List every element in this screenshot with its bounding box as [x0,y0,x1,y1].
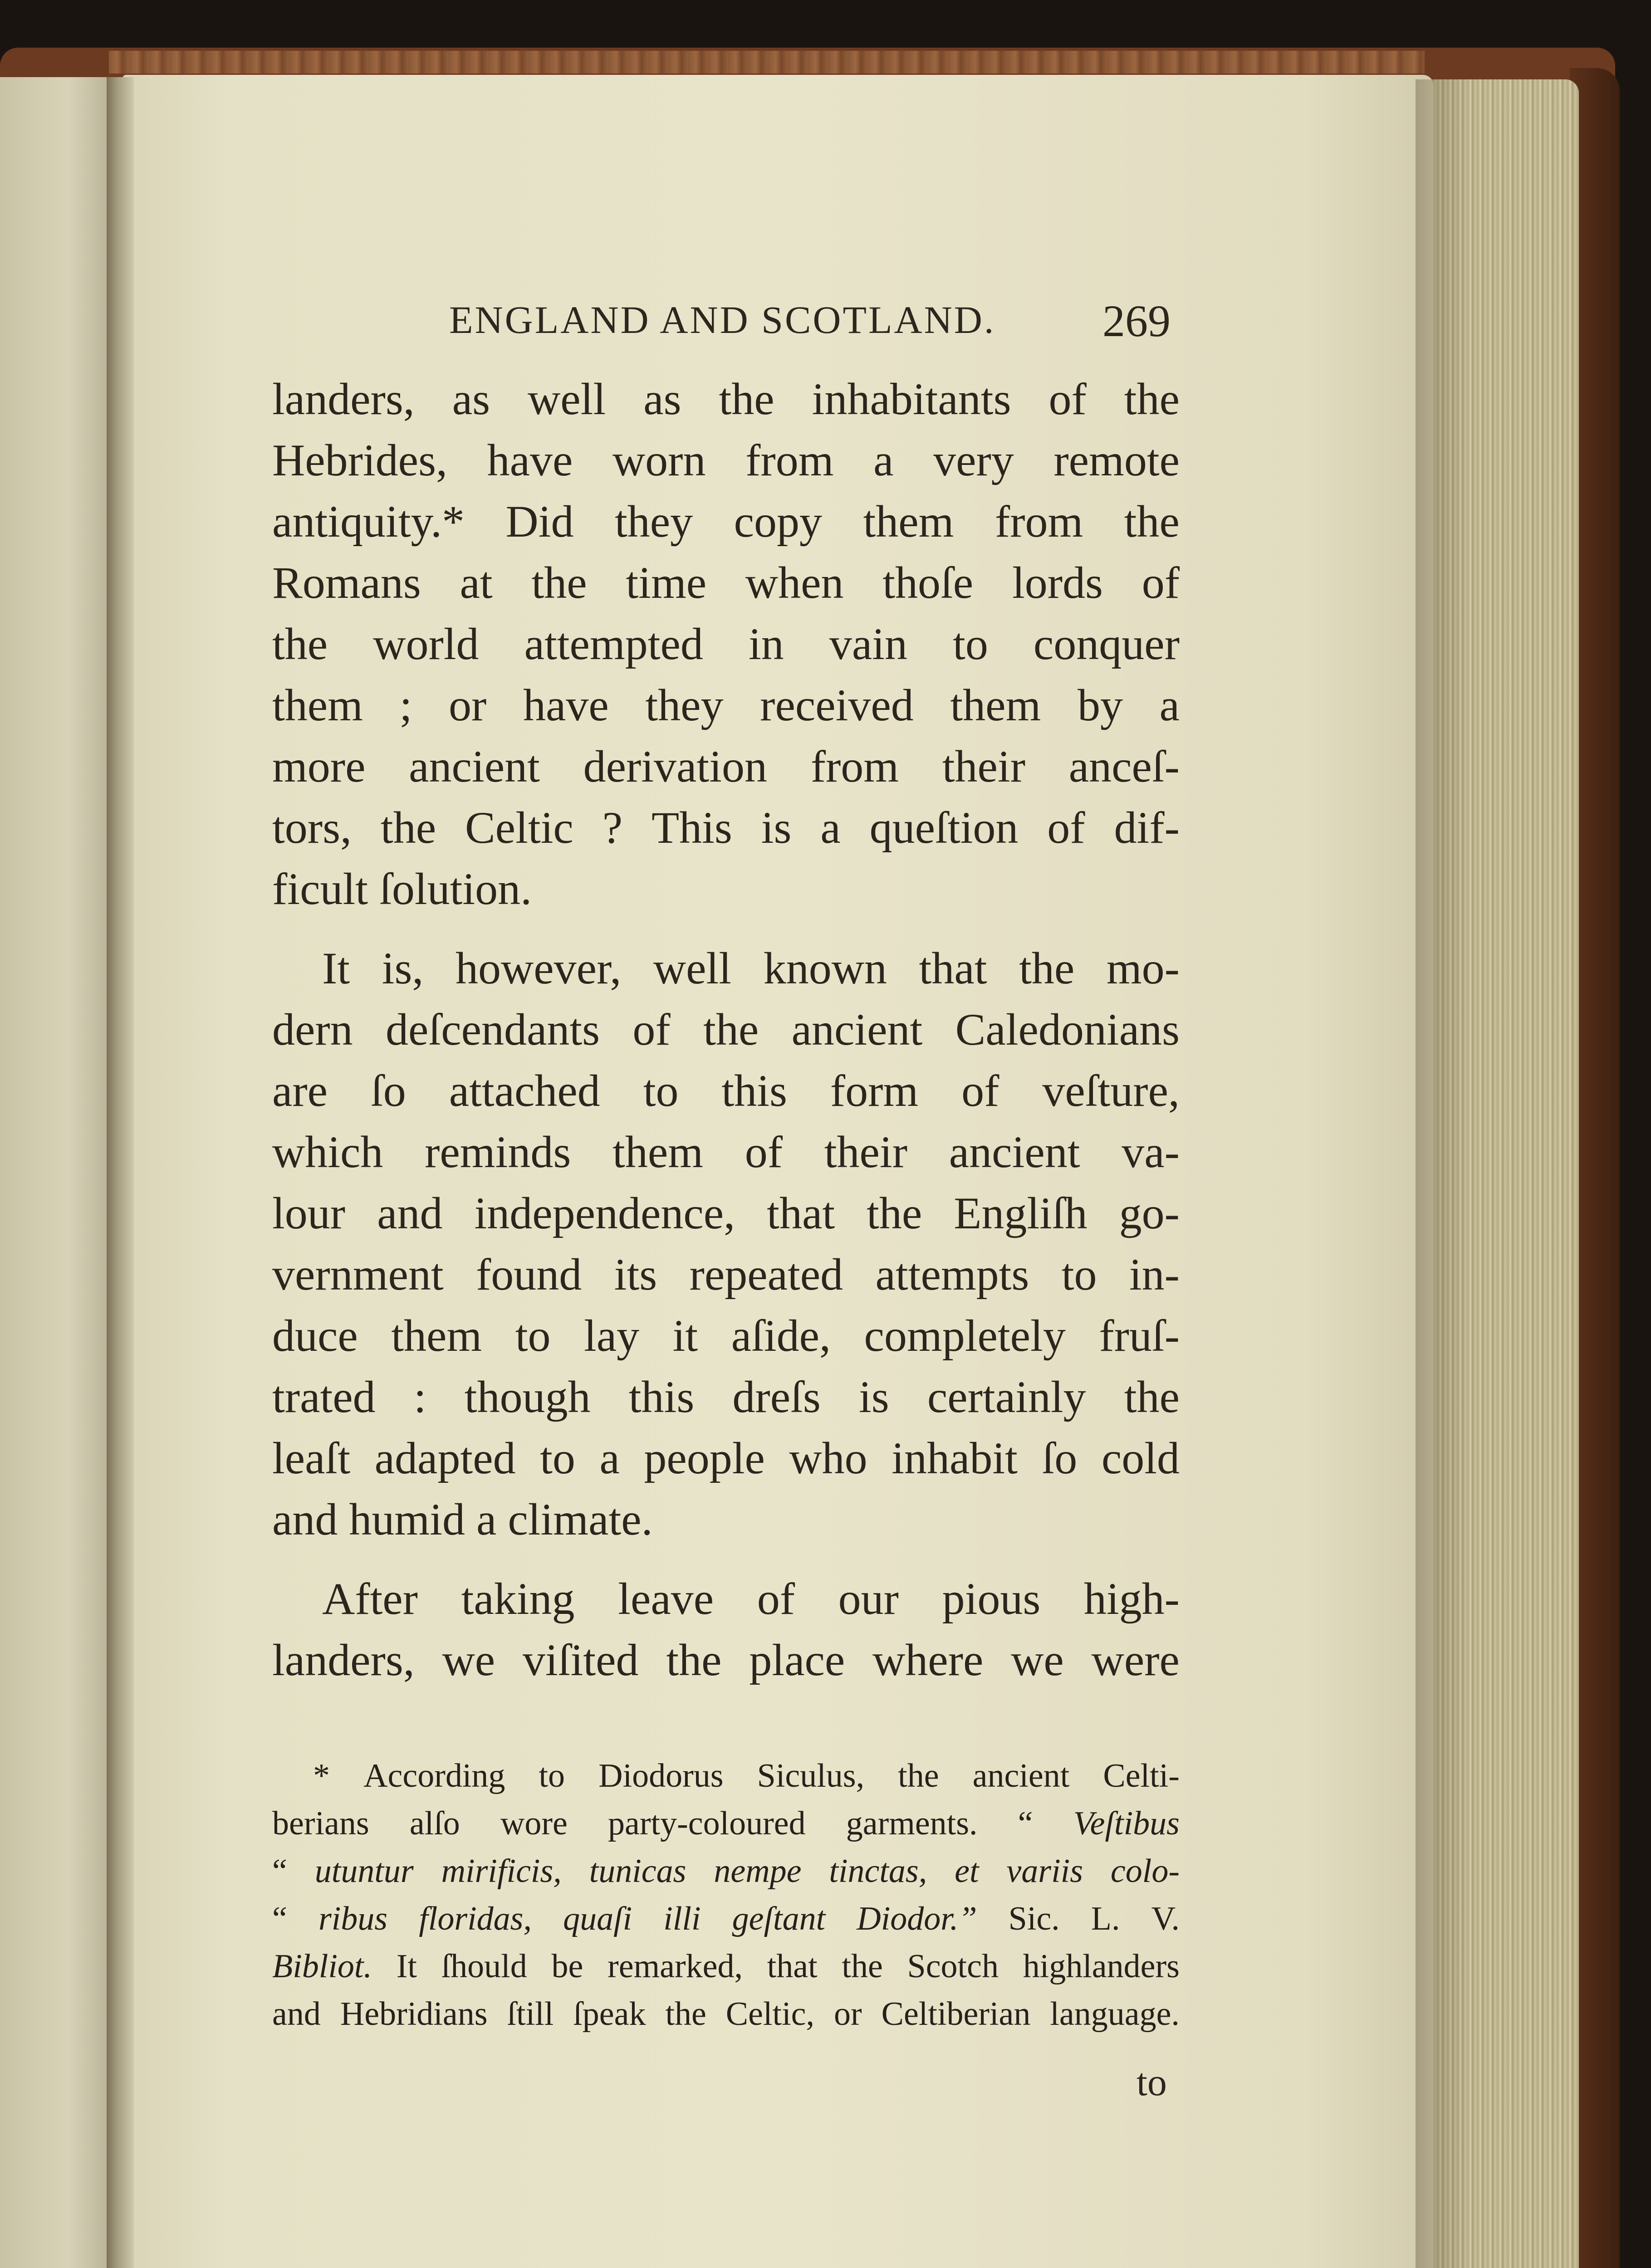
body-line: landers, as well as the inhabitants of the [272,374,1180,424]
body-line: more ancient derivation from their anceſ- [272,741,1180,792]
footnote-line: * According to Diodorus Siculus, the ancient Celti- [313,1757,1180,1794]
page-shadow [1416,79,1470,2268]
page-number: 269 [1102,296,1171,346]
footnote-line: and Hebridians ſtill ſpeak the Celtic, or Celtiberian language. [272,1995,1180,2033]
body-line: which reminds them of their ancient va- [272,1127,1180,1177]
footnote-line: “ ribus floridas, quaſi illi geſtant Diodor.” Sic. L. V. [272,1900,1180,1937]
body-line: lour and independence, that the Engliſh go- [272,1188,1180,1238]
body-line: antiquity.* Did they copy them from the [272,496,1180,547]
body-line: Romans at the time when thoſe lords of [272,557,1180,608]
footnote-line: berians alſo wore party-coloured garments. “ Veſtibus [272,1805,1180,1842]
facing-page-edge [0,77,113,2268]
book-gutter [107,77,134,2268]
body-line: trated : though this dreſs is certainly the [272,1372,1180,1422]
footnote-line: Bibliot. It ſhould be remarked, that the Scotch highlanders [272,1948,1180,1985]
body-line: ficult ſolution. [272,864,532,914]
body-line: the world attempted in vain to conquer [272,619,1180,669]
body-line: After taking leave of our pious high- [322,1574,1180,1624]
body-line: and humid a climate. [272,1494,653,1545]
body-line: vernment found its repeated attempts to in- [272,1249,1180,1300]
catchword: to [1137,2060,1167,2104]
footnote-line: “ utuntur mirificis, tunicas nempe tinctas, et variis colo- [272,1853,1180,1890]
body-line: duce them to lay it aſide, completely fruſ- [272,1310,1180,1361]
body-line: It is, however, well known that the mo- [322,943,1180,993]
body-line: are ſo attached to this form of veſture, [272,1066,1180,1116]
body-line: leaſt adapted to a people who inhabit ſo cold [272,1433,1180,1483]
body-line: landers, we viſited the place where we were [272,1635,1180,1685]
body-line: dern deſcendants of the ancient Caledonians [272,1004,1180,1055]
body-line: tors, the Celtic ? This is a queſtion of dif- [272,802,1180,853]
cover-top-edge [109,51,1425,73]
body-line: Hebrides, have worn from a very remote [272,435,1180,485]
running-head: ENGLAND AND SCOTLAND. [449,298,996,342]
body-line: them ; or have they received them by a [272,680,1180,730]
